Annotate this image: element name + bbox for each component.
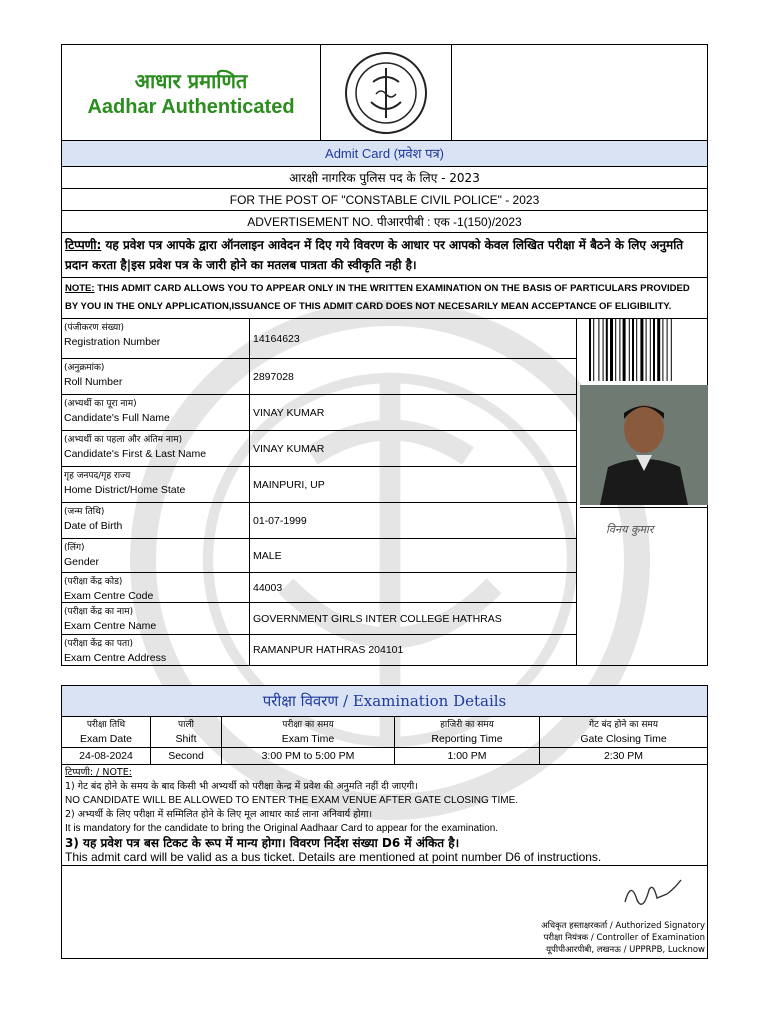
barcode-bar [593, 319, 594, 381]
header-blank [452, 45, 707, 140]
field-value: 01-07-1999 [253, 514, 307, 527]
field-label-hindi: (लिंग) [64, 543, 85, 553]
barcode-bar [610, 319, 613, 381]
field-label [62, 635, 250, 665]
exam-time-value: 3:00 PM to 5:00 PM [222, 748, 395, 765]
candidate-signature [580, 507, 708, 548]
reporting-time-value: 1:00 PM [395, 748, 540, 765]
aadhar-badge [62, 45, 321, 140]
note-english [62, 278, 707, 319]
note-2-hindi: 2) अभ्यर्थी के लिए परीक्षा में सम्मिलित होने के लिए मूल आधार कार्ड लाना अनिवार्य होगा। [65, 809, 373, 820]
field-value: VINAY KUMAR [253, 406, 325, 419]
field-label [62, 319, 250, 358]
barcode-bar [667, 319, 668, 381]
barcode-bar [615, 319, 616, 381]
barcode-bar [646, 319, 647, 381]
note-1-english: NO CANDIDATE WILL BE ALLOWED TO ENTER THE EXAM VENUE AFTER GATE CLOSING TIME. [65, 795, 519, 806]
admit-card-title: Admit Card (प्रवेश पत्र) [62, 141, 707, 167]
signatory-line-1: अधिकृत हस्ताक्षरकर्ता / Authorized Signatory [541, 921, 705, 931]
field-value: MALE [253, 549, 282, 562]
field-label [62, 359, 250, 394]
field-label-hindi: (परीक्षा केंद्र का नाम) [64, 607, 134, 617]
field-label-english: Exam Centre Code [64, 590, 154, 602]
barcode-bar [619, 319, 620, 381]
field-row [62, 573, 576, 603]
note-1-hindi: 1) गेट बंद होने के समय के बाद किसी भी अभ्यर्थी को परीक्षा केन्द्र में प्रवेश की अनुमति नहीं दी जाएगी। [65, 781, 418, 792]
gate-closing-value: 2:30 PM [540, 748, 708, 765]
field-label [62, 603, 250, 634]
note-3-english: This admit card will be valid as a bus ticket. Details are mentioned at point number D6 of instructions. [65, 850, 602, 864]
field-label [62, 431, 250, 466]
barcode-bar [603, 319, 604, 381]
field-value: GOVERNMENT GIRLS INTER COLLEGE HATHRAS [253, 612, 502, 625]
barcode-bar [650, 319, 651, 381]
note-hindi-label: टिप्पणी: [65, 238, 102, 252]
authorized-signature-icon [617, 872, 687, 914]
field-label-hindi: (अनुक्रमांक) [64, 363, 105, 373]
field-label-hindi: (जन्म तिथि) [64, 507, 105, 517]
field-label-english: Gender [64, 556, 100, 568]
field-label [62, 539, 250, 572]
field-row [62, 603, 576, 635]
signatory-line-3: यूपीपीआरपीबी, लखनऊ / UPPRPB, Lucknow [546, 945, 705, 955]
header-exam-time: परीक्षा का समय Exam Time [222, 717, 395, 748]
field-label [62, 573, 250, 602]
header-exam-date: परीक्षा तिथि Exam Date [62, 717, 151, 748]
exam-table [62, 717, 707, 765]
header-shift: पाली Shift [151, 717, 222, 748]
exam-title: परीक्षा विवरण / Examination Details [62, 686, 707, 717]
signatory-line-2: परीक्षा नियंत्रक / Controller of Examination [543, 933, 705, 943]
barcode-bar [589, 319, 591, 381]
field-label-english: Exam Centre Address [64, 652, 167, 664]
field-label-hindi: (परीक्षा केंद्र का पता) [64, 639, 134, 649]
aadhar-english: Aadhar Authenticated [87, 95, 295, 118]
barcode-bar [606, 319, 608, 381]
field-value: MAINPURI, UP [253, 478, 325, 491]
field-label-hindi: (अभ्यर्थी का पहला और अंतिम नाम) [64, 435, 183, 445]
field-label-hindi: (अभ्यर्थी का पूरा नाम) [64, 399, 137, 409]
field-row [62, 319, 576, 359]
field-label [62, 503, 250, 538]
candidate-info [62, 319, 707, 665]
signatory-lines [541, 920, 705, 956]
field-label-english: Date of Birth [64, 520, 123, 532]
header-gate-closing: गेट बंद होने का समय Gate Closing Time [540, 717, 708, 748]
notes-label: टिप्पणी: / NOTE: [65, 767, 132, 778]
note-2-english: It is mandatory for the candidate to bring the Original Aadhaar Card to appear for the examination. [65, 823, 499, 834]
barcode-bar [629, 319, 630, 381]
field-row [62, 467, 576, 503]
advertisement-no: ADVERTISEMENT NO. पीआरपीबी : एक -1(150)/2023 [62, 211, 707, 233]
field-value: 2897028 [253, 370, 294, 383]
barcode-bar [653, 319, 655, 381]
field-label-english: Roll Number [64, 376, 123, 388]
field-label-english: Home District/Home State [64, 484, 186, 496]
field-label-hindi: (पंजीकरण संख्या) [64, 323, 125, 333]
barcode-bar [632, 319, 634, 381]
barcode-bar [657, 319, 660, 381]
field-label-english: Candidate's First & Last Name [64, 448, 207, 460]
signatory-block [62, 866, 707, 958]
barcode-bar [662, 319, 663, 381]
admit-card [61, 44, 708, 666]
exam-notes [62, 765, 707, 866]
field-row [62, 359, 576, 395]
field-label-hindi: गृह जनपद/गृह राज्य [64, 471, 131, 481]
field-value: 44003 [253, 581, 283, 594]
barcode-bar [598, 319, 599, 381]
field-label [62, 467, 250, 502]
barcode-bar [623, 319, 626, 381]
aadhar-hindi: आधार प्रमाणित [134, 68, 248, 93]
field-label [62, 395, 250, 430]
field-value: RAMANPUR HATHRAS 204101 [253, 644, 404, 656]
card-header [62, 45, 707, 141]
field-label-english: Exam Centre Name [64, 620, 157, 632]
emblem-cell [321, 45, 452, 140]
exam-details [61, 685, 708, 959]
field-value: VINAY KUMAR [253, 442, 325, 455]
field-row [62, 635, 576, 665]
field-value: 14164623 [253, 332, 300, 345]
field-label-hindi: (परीक्षा केंद्र कोड) [64, 577, 123, 587]
field-label-english: Candidate's Full Name [64, 412, 170, 424]
note-english-label: NOTE: [65, 283, 95, 294]
field-row [62, 431, 576, 467]
barcode-bar [671, 319, 672, 381]
note-hindi [62, 233, 707, 278]
shift-value: Second [151, 748, 222, 765]
field-row [62, 539, 576, 573]
note-hindi-text: यह प्रवेश पत्र आपके द्वारा ऑनलाइन आवेदन में दिए गये विवरण के आधार पर आपको केवल लिखित परीक्षा में बैठने के लिए अनुमति प्रदान करता है|इस प्रवेश पत्र के जारी होने का मतलब पात्रता की स्वीकृति नही है। [65, 238, 684, 272]
field-row [62, 395, 576, 431]
exam-date-value: 24-08-2024 [62, 748, 151, 765]
note-english-text: THIS ADMIT CARD ALLOWS YOU TO APPEAR ONLY IN THE WRITTEN EXAMINATION ON THE BASIS OF PARTICULARS PROVIDED BY YOU IN THE ONLY APPLICATION,ISSUANCE OF THIS ADMIT CARD DOES NOT NECESARILY MEAN ACCEPTANCE OF ELIGIBILITY. [65, 283, 690, 312]
post-hindi: आरक्षी नागरिक पुलिस पद के लिए - 2023 [62, 167, 707, 189]
note-3-hindi: 3) यह प्रवेश पत्र बस टिकट के रूप में मान्य होगा। विवरण निर्देश संख्या D6 में अंकित है। [65, 836, 460, 850]
candidate-photo [580, 385, 708, 505]
police-emblem-icon [343, 50, 429, 136]
post-english: FOR THE POST OF "CONSTABLE CIVIL POLICE" - 2023 [62, 189, 707, 211]
header-reporting-time: हाजिरी का समय Reporting Time [395, 717, 540, 748]
field-label-english: Registration Number [64, 336, 161, 348]
barcode-icon [587, 319, 707, 381]
barcode-bar [640, 319, 643, 381]
signature-text: विनय कुमार [606, 523, 654, 536]
candidate-side [577, 319, 707, 665]
barcode-bar [636, 319, 637, 381]
candidate-fields [62, 319, 577, 665]
field-row [62, 503, 576, 539]
